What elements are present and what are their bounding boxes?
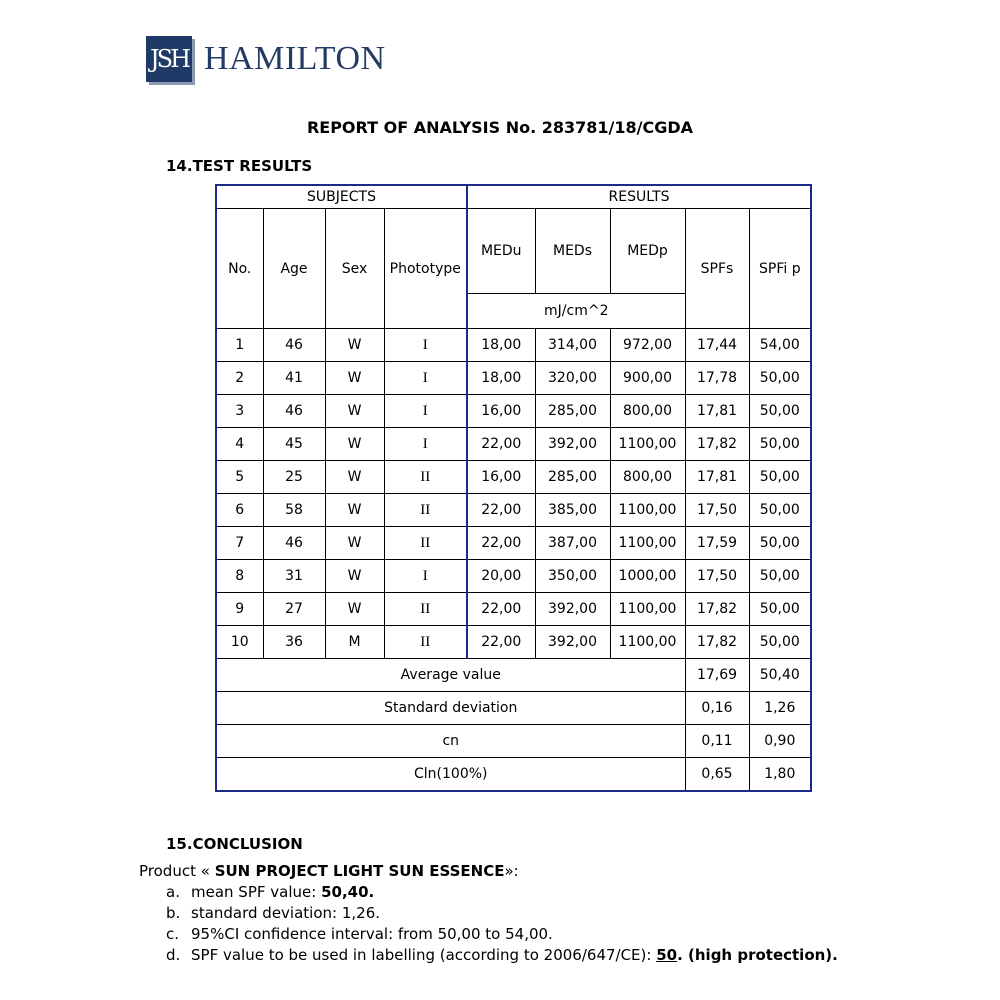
table-row [216,527,811,560]
cell-phototype: I [384,329,467,362]
summary-spfi: 0,90 [749,725,811,758]
cell-phototype: I [384,428,467,461]
cell-age: 46 [263,527,325,560]
cell-med-s: 385,00 [535,494,610,527]
protection-level: . (high protection). [677,946,838,964]
cell-age: 41 [263,362,325,395]
cell-spf-s: 17,81 [685,461,749,494]
cell-med-u: 22,00 [467,494,535,527]
cell-sex: W [325,461,384,494]
logo-monogram: JSH [146,36,192,82]
cell-spf-s: 17,50 [685,494,749,527]
list-item [166,903,838,924]
list-text: standard deviation: 1,26. [191,904,381,922]
cell-age: 46 [263,395,325,428]
column-header: MEDp [610,209,685,294]
cell-med-p: 900,00 [610,362,685,395]
product-name: SUN PROJECT LIGHT SUN ESSENCE [214,862,505,880]
summary-spfi: 1,80 [749,758,811,792]
cell-spf-i: 50,00 [749,428,811,461]
summary-row [216,659,811,692]
list-marker: d. [166,946,181,964]
column-header: Age [263,209,325,329]
cell-no: 8 [216,560,263,593]
summary-label: cn [216,725,685,758]
cell-med-u: 22,00 [467,626,535,659]
logo-wordmark: HAMILTON [204,40,386,77]
cell-med-u: 22,00 [467,428,535,461]
cell-spf-s: 17,78 [685,362,749,395]
table-row [216,395,811,428]
cell-sex: W [325,329,384,362]
cell-med-p: 1100,00 [610,626,685,659]
column-header: SPFi p [749,209,811,329]
labelling-spf-value: 50 [656,946,678,964]
cell-med-s: 387,00 [535,527,610,560]
cell-med-p: 800,00 [610,395,685,428]
cell-spf-i: 50,00 [749,461,811,494]
cell-med-p: 1100,00 [610,527,685,560]
cell-med-p: 1100,00 [610,428,685,461]
cell-med-u: 18,00 [467,329,535,362]
cell-age: 31 [263,560,325,593]
table-row [216,329,811,362]
column-header: No. [216,209,263,329]
summary-spfs: 0,16 [685,692,749,725]
cell-spf-i: 50,00 [749,560,811,593]
cell-phototype: I [384,395,467,428]
company-logo [146,36,386,82]
cell-spf-i: 50,00 [749,395,811,428]
summary-label: Cln(100%) [216,758,685,792]
summary-row [216,725,811,758]
cell-med-p: 800,00 [610,461,685,494]
cell-no: 7 [216,527,263,560]
cell-spf-s: 17,50 [685,560,749,593]
cell-spf-s: 17,82 [685,593,749,626]
cell-phototype: I [384,560,467,593]
table-row [216,626,811,659]
table-row [216,461,811,494]
list-item [166,924,838,945]
cell-med-u: 20,00 [467,560,535,593]
cell-med-s: 320,00 [535,362,610,395]
list-item [166,945,838,966]
cell-med-u: 22,00 [467,527,535,560]
cell-med-p: 1100,00 [610,494,685,527]
cell-no: 5 [216,461,263,494]
cell-med-s: 285,00 [535,395,610,428]
cell-age: 46 [263,329,325,362]
table-row [216,560,811,593]
table-row [216,362,811,395]
cell-spf-s: 17,81 [685,395,749,428]
section-14-title: 14.TEST RESULTS [166,157,313,175]
cell-phototype: II [384,527,467,560]
cell-med-s: 392,00 [535,593,610,626]
summary-row [216,692,811,725]
report-title: REPORT OF ANALYSIS No. 283781/18/CGDA [306,118,694,137]
cell-med-u: 16,00 [467,395,535,428]
summary-label: Average value [216,659,685,692]
cell-phototype: II [384,461,467,494]
cell-no: 2 [216,362,263,395]
column-header: Sex [325,209,384,329]
cell-sex: W [325,527,384,560]
cell-spf-i: 50,00 [749,626,811,659]
test-results-table [215,184,812,792]
cell-spf-i: 50,00 [749,362,811,395]
cell-age: 45 [263,428,325,461]
cell-phototype: II [384,494,467,527]
column-header: SPFs [685,209,749,329]
cell-no: 4 [216,428,263,461]
cell-age: 25 [263,461,325,494]
cell-phototype: II [384,593,467,626]
cell-sex: M [325,626,384,659]
cell-phototype: I [384,362,467,395]
list-marker: c. [166,925,180,943]
cell-med-p: 972,00 [610,329,685,362]
table-row [216,593,811,626]
list-text: mean SPF value: [191,883,322,901]
column-header: Phototype [384,209,467,329]
cell-sex: W [325,395,384,428]
mean-spf-value: 50,40. [321,883,375,901]
table-row [216,494,811,527]
list-text: SPF value to be used in labelling (according to 2006/647/CE): [191,946,657,964]
cell-sex: W [325,494,384,527]
cell-age: 36 [263,626,325,659]
cell-med-p: 1000,00 [610,560,685,593]
list-text: 95%CI confidence interval: from 50,00 to 54,00. [191,925,553,943]
cell-age: 27 [263,593,325,626]
conclusion-list [166,882,838,966]
summary-spfs: 0,11 [685,725,749,758]
summary-spfi: 50,40 [749,659,811,692]
list-marker: a. [166,883,180,901]
column-header: MEDs [535,209,610,294]
cell-sex: W [325,593,384,626]
results-group-header: RESULTS [467,185,811,209]
product-line [139,861,519,882]
cell-sex: W [325,428,384,461]
cell-no: 3 [216,395,263,428]
cell-sex: W [325,362,384,395]
cell-no: 9 [216,593,263,626]
cell-no: 1 [216,329,263,362]
cell-no: 6 [216,494,263,527]
summary-spfi: 1,26 [749,692,811,725]
cell-spf-i: 50,00 [749,494,811,527]
summary-spfs: 0,65 [685,758,749,792]
cell-med-s: 285,00 [535,461,610,494]
summary-row [216,758,811,792]
list-marker: b. [166,904,181,922]
cell-phototype: II [384,626,467,659]
summary-spfs: 17,69 [685,659,749,692]
cell-no: 10 [216,626,263,659]
list-item [166,882,838,903]
cell-spf-i: 54,00 [749,329,811,362]
cell-spf-s: 17,82 [685,428,749,461]
cell-med-s: 392,00 [535,626,610,659]
cell-med-s: 350,00 [535,560,610,593]
cell-med-p: 1100,00 [610,593,685,626]
cell-spf-i: 50,00 [749,527,811,560]
cell-spf-s: 17,82 [685,626,749,659]
cell-med-u: 18,00 [467,362,535,395]
subjects-group-header: SUBJECTS [216,185,467,209]
cell-med-s: 392,00 [535,428,610,461]
cell-age: 58 [263,494,325,527]
summary-label: Standard deviation [216,692,685,725]
cell-med-u: 16,00 [467,461,535,494]
cell-med-s: 314,00 [535,329,610,362]
column-header: MEDu [467,209,535,294]
cell-spf-s: 17,44 [685,329,749,362]
table-row [216,428,811,461]
cell-sex: W [325,560,384,593]
section-15-title: 15.CONCLUSION [166,835,303,853]
cell-med-u: 22,00 [467,593,535,626]
cell-spf-s: 17,59 [685,527,749,560]
units-header: mJ/cm^2 [467,294,685,329]
product-suffix: »: [504,862,519,880]
cell-spf-i: 50,00 [749,593,811,626]
product-prefix: Product « [139,862,210,880]
